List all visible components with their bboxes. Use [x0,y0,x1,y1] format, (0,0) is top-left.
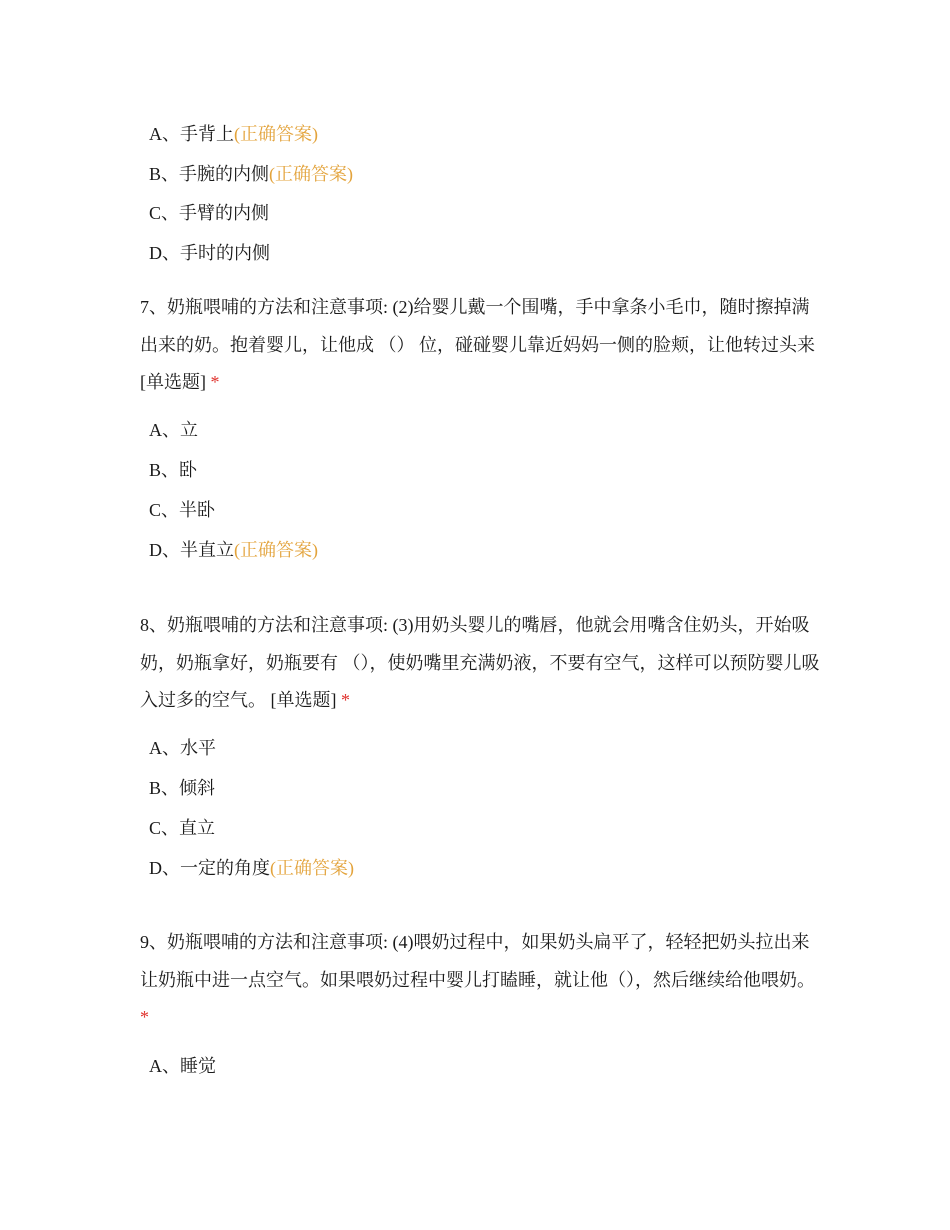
question-text: 9、奶瓶喂哺的方法和注意事项: (4)喂奶过程中，如果奶头扁平了，轻轻把奶头拉出来让奶瓶中进一点空气。如果喂奶过程中婴儿打瞌睡，就让他（），然后继续给他喂奶。 [140,932,815,990]
q7-option-a[interactable] [149,418,198,442]
option-label: B、倾斜 [149,778,216,798]
option-label: A、立 [149,420,198,440]
q6-option-c[interactable] [149,201,269,225]
option-label: D、一定的角度 [149,858,270,878]
q7-option-c[interactable] [149,498,215,522]
q6-option-d[interactable] [149,241,270,265]
required-mark: * [210,372,220,392]
option-label: C、半卧 [149,500,216,520]
option-label: C、手臂的内侧 [149,203,270,223]
option-label: A、手背上 [149,124,234,144]
option-label: D、手时的内侧 [149,243,270,263]
q8-option-c[interactable] [149,816,215,840]
q8-question [140,607,820,720]
q6-option-b[interactable] [149,162,353,186]
required-mark: * [341,690,350,710]
q9-question [140,924,820,1037]
q6-option-a[interactable] [149,122,318,146]
option-label: C、直立 [149,818,216,838]
q9-option-a[interactable] [149,1054,216,1078]
q7-option-d[interactable] [149,538,318,562]
q7-question [140,289,820,402]
correct-answer-tag: (正确答案) [270,858,354,878]
q7-option-b[interactable] [149,458,197,482]
option-label: B、卧 [149,460,198,480]
option-label: A、水平 [149,738,216,758]
question-text: 7、奶瓶喂哺的方法和注意事项: (2)给婴儿戴一个围嘴，手中拿条小毛巾，随时擦掉满出来的奶。抱着婴儿，让他成 （） 位，碰碰婴儿靠近妈妈一侧的脸颊，让他转过头来 [单选题] [140,297,815,392]
correct-answer-tag: (正确答案) [234,540,318,560]
q8-option-b[interactable] [149,776,215,800]
option-label: B、手腕的内侧 [149,164,270,184]
question-text: 8、奶瓶喂哺的方法和注意事项: (3)用奶头婴儿的嘴唇，他就会用嘴含住奶头，开始吸奶，奶瓶拿好，奶瓶要有 （），使奶嘴里充满奶液，不要有空气，这样可以预防婴儿吸入过多的空气。 [单选题] [140,615,820,710]
q8-option-d[interactable] [149,856,354,880]
correct-answer-tag: (正确答案) [269,164,354,184]
option-label: A、睡觉 [149,1056,216,1076]
correct-answer-tag: (正确答案) [234,124,318,144]
q8-option-a[interactable] [149,736,216,760]
option-label: D、半直立 [149,540,234,560]
required-mark: * [140,1007,149,1027]
